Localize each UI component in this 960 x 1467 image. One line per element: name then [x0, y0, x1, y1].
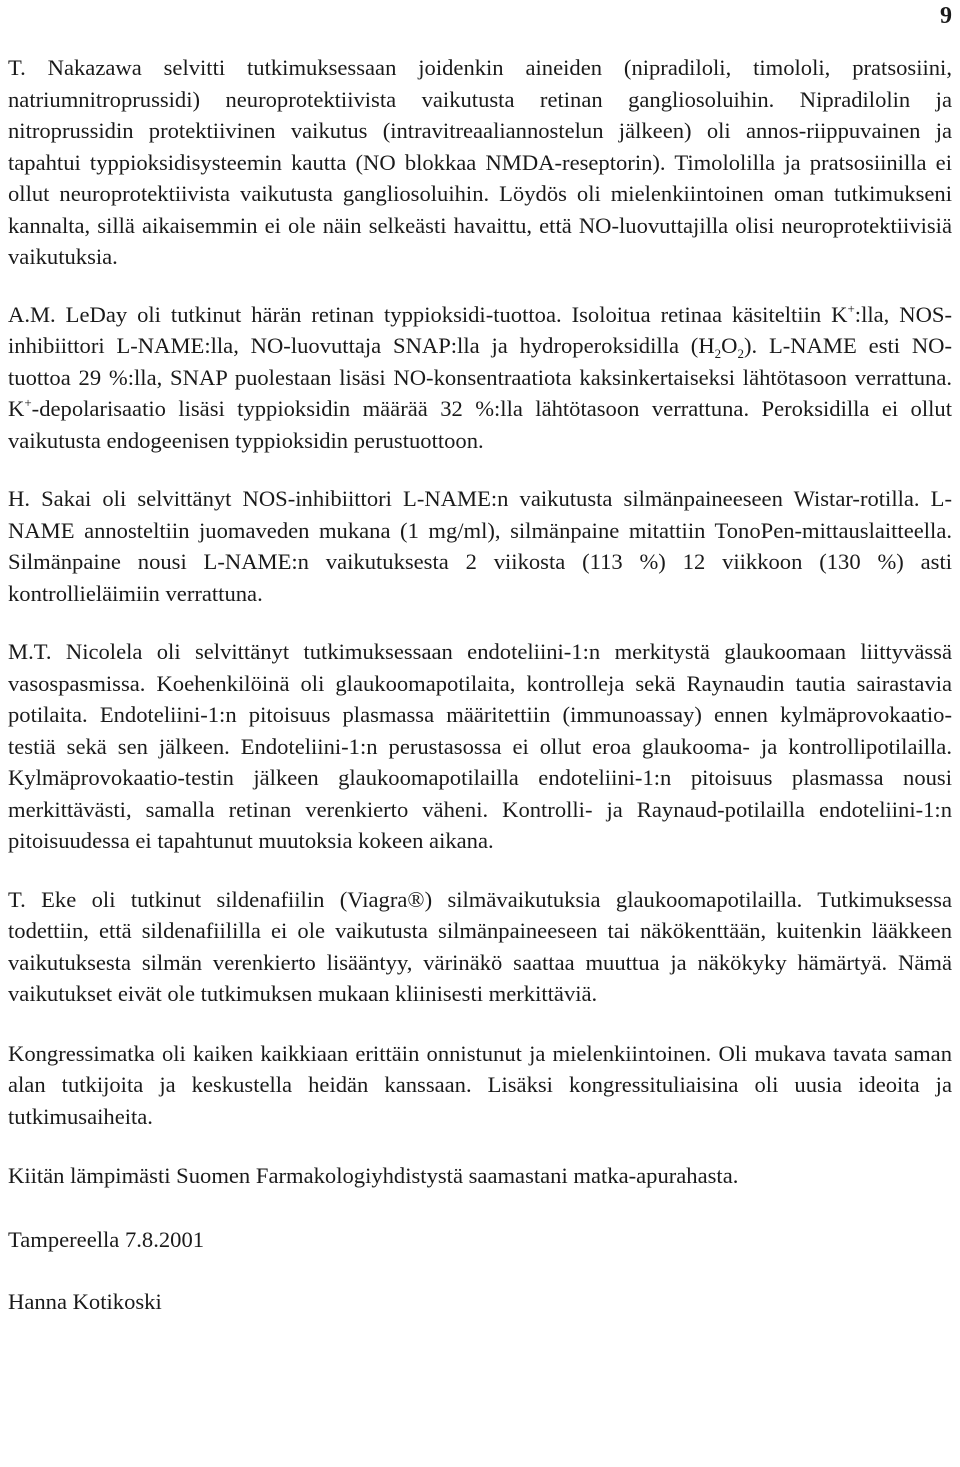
leday-text-5: -depolarisaatio lisäsi typpioksidin määrää 32 %:lla lähtötasoon verrattuna. Peroksidilla ei ollut vaikutusta endogeenisen typpioksidin perustuottoon.: [8, 396, 952, 453]
paragraph-congress: Kongressimatka oli kaiken kaikkiaan erittäin onnistunut ja mielenkiintoinen. Oli mukava tavata saman alan tutkijoita ja keskustella heidän kanssaan. Lisäksi kongressituliaisina oli uusia ideoita ja tutkimusaiheita.: [8, 1040, 952, 1129]
signature-name: Hanna Kotikoski: [8, 1289, 162, 1314]
potassium-charge-1: +: [847, 300, 855, 316]
potassium-charge-2: +: [24, 395, 32, 410]
h2o2-subscript-o: 2: [737, 346, 744, 361]
h2o2-subscript-h: 2: [714, 346, 722, 361]
page-number: 9: [940, 3, 952, 29]
paragraph-thanks: Kiitän lämpimästi Suomen Farmakologiyhdistystä saamastani matka-apurahasta.: [8, 1163, 739, 1188]
leday-text-2: :lla, NOS-inhibiittori L-NAME:lla, NO-luovuttaja SNAP:lla ja hydroperoksidilla (H: [8, 301, 952, 358]
paragraph-sakai: H. Sakai oli selvittänyt NOS-inhibiittori L-NAME:n vaikutusta silmänpaineeseen Wistar-rotilla. L-NAME annosteltiin juomaveden mukana (1 mg/ml), silmänpaine mitattiin TonoPen-mittauslaitteella. Silmänpaine nousi L-NAME:n vaikutuksesta 2 viikosta (113 %) 12 viikkoon (130 %) asti kontrollieläimiin verrattuna.: [8, 486, 952, 606]
leday-text-4: ). L-NAME esti NO-tuottoa 29 %:lla, SNAP puolestaan lisäsi NO-konsentraatiota kaksinkertaiseksi lähtötasoon verrattuna. K: [8, 333, 953, 421]
place-date: Tampereella 7.8.2001: [8, 1226, 205, 1252]
paragraph-nakazawa: T. Nakazawa selvitti tutkimuksessaan joidenkin aineiden (nipradiloli, timololi, pratsosiini, natriumnitroprussidi) neuroprotektiivista vaikutusta retinan gangliosoluihin. Nipradilolin ja nitroprussidin protektiivinen vaikutus (intravitreaaliannostelun jälkeen) oli annos-riippuvainen ja tapahtui typpioksidisysteemin kautta (NO blokkaa NMDA-reseptorin). Timololilla ja pratsosiinilla ei ollut neuroprotektiivista vaikutusta gangliosoluihin. Löydös oli mielenkiintoinen oman tutkimukseni kannalta, sillä aikaisemmin ei ole näin selkeästi havaittu, että NO-luovuttajilla olisi neuroprotektiivisiä vaikutuksia.: [8, 55, 952, 269]
document-body: [8, 52, 952, 1318]
paragraph-leday: [8, 299, 952, 457]
leday-text-1: A.M. LeDay oli tutkinut härän retinan typpioksidi-tuottoa. Isoloitua retinaa käsiteltiin K: [8, 301, 848, 327]
paragraph-eke: T. Eke oli tutkinut sildenafiilin (Viagra®) silmävaikutuksia glaukoomapotilailla. Tutkimuksessa todettiin, että sildenafiililla ei ole vaikutusta silmänpaineeseen tai näkökenttään, kuitenkin lääkkeen vaikutuksesta silmän verenkierto lisääntyy, värinäkö saattaa muuttua ja näkökyky hämärtyä. Nämä vaikutukset eivät ole tutkimuksen mukaan kliinisesti merkittäviä.: [8, 886, 952, 1006]
leday-text-3: O: [721, 333, 738, 358]
paragraph-nicolela: M.T. Nicolela oli selvittänyt tutkimuksessaan endoteliini-1:n merkitystä glaukoomaan liittyvässä vasospasmissa. Koehenkilöinä oli glaukoomapotilaita, kontrolleja sekä Raynaudin tautia sairastavia potilaita. Endoteliini-1:n pitoisuus plasmassa määritettiin (immunoassay) ennen kylmäprovokaatio-testiä sekä sen jälkeen. Endoteliini-1:n perustasossa ei ollut eroa glaukooma- ja kontrollipotilailla. Kylmäprovokaatio-testin jälkeen glaukoomapotilailla endoteliini-1:n pitoisuus plasmassa nousi merkittävästi, samalla retinan verenkierto väheni. Kontrolli- ja Raynaud-potilailla endoteliini-1:n pitoisuudessa ei tapahtunut muutoksia kokeen aikana.: [8, 639, 952, 853]
